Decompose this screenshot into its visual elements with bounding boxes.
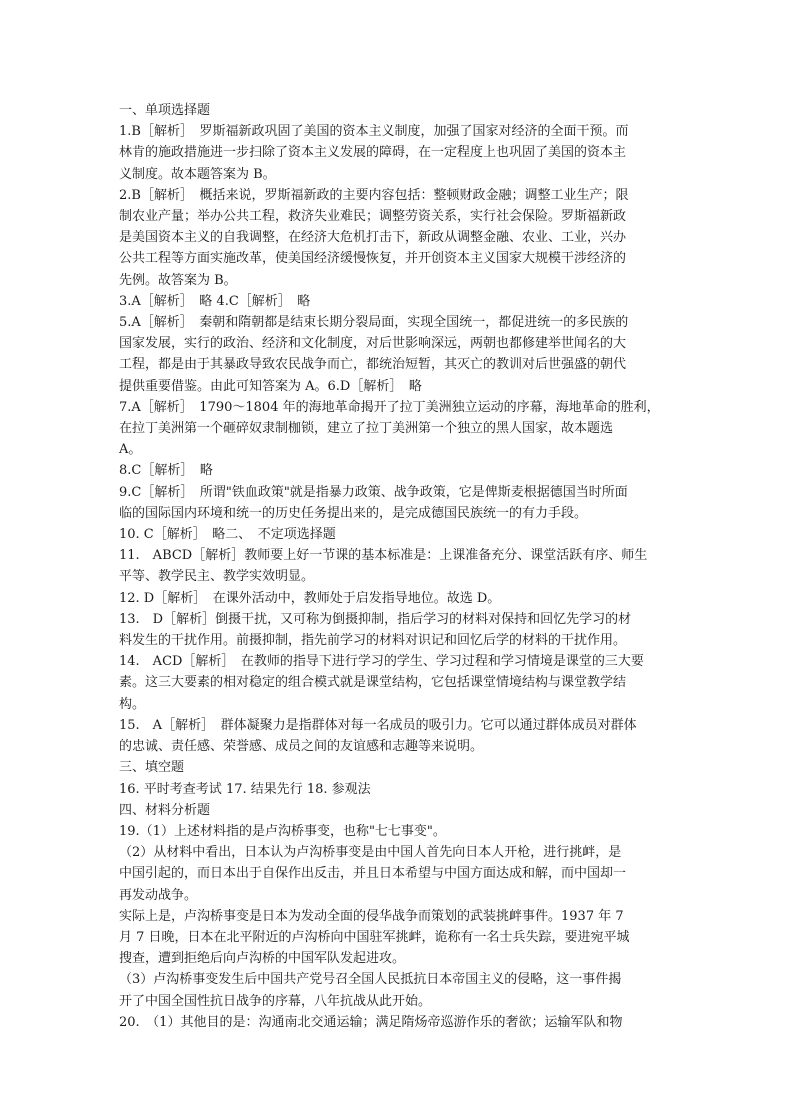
answer-14-line-2: 素。这三大要素的相对稳定的组合模式就是课堂结构，它包括课堂情境结构与课堂教学结 — [119, 675, 627, 691]
answer-1-line-1: 1.B［解析］ 罗斯福新政巩固了美国的资本主义制度，加强了国家对经济的全面干预。而 — [119, 124, 629, 140]
answer-10-and-section-multi-choice: 10. C［解析］ 略二、 不定项选择题 — [119, 527, 336, 543]
answer-19-fact-line-1: 实际上是，卢沟桥事变是日本为发动全面的侵华战争而策划的武装挑衅事件。1937 年 7 — [119, 908, 624, 924]
answer-5-6-line: 提供重要借鉴。由此可知答案为 A。6.D［解析］ 略 — [119, 378, 422, 394]
answer-7-line-1: 7.A［解析］ 1790～1804 年的海地革命揭开了拉丁美洲独立运动的序幕，海地革命的胜利， — [119, 399, 660, 415]
answer-14-line-1: 14. ACD［解析］ 在教师的指导下进行学习的学生、学习过程和学习情境是课堂的三大要 — [119, 654, 644, 670]
answer-19-part-2-line-2: 中国引起的，而日本出于自保作出反击，并且日本希望与中国方面达成和解，而中国却一 — [119, 866, 627, 882]
answer-2-line-2: 制农业产量；举办公共工程，救济失业难民；调整劳资关系，实行社会保险。罗斯福新政 — [119, 209, 627, 225]
answer-19-part-3-line-1: （3）卢沟桥事变发生后中国共产党号召全国人民抵抗日本帝国主义的侵略，这一事件揭 — [119, 972, 622, 988]
answer-20-part-1-line-1: 20. （1）其他目的是：沟通南北交通运输；满足隋炀帝巡游作乐的奢欲；运输军队和物 — [119, 1014, 623, 1030]
answer-11-line-1: 11. ABCD［解析］教师要上好一节课的基本标准是：上课准备充分、课堂活跃有序、师生 — [119, 548, 648, 564]
answer-7-line-2: 在拉丁美洲第一个砸碎奴隶制枷锁，建立了拉丁美洲第一个独立的黑人国家，故本题选 — [119, 421, 614, 437]
answer-16-18-line: 16. 平时考查考试 17. 结果先行 18. 参观法 — [119, 781, 371, 797]
answer-5-line-1: 5.A［解析］ 秦朝和隋朝都是结束长期分裂局面，实现全国统一，都促进统一的多民族的 — [119, 315, 629, 331]
answer-12-line: 12. D［解析］ 在课外活动中，教师处于启发指导地位。故选 D。 — [119, 590, 501, 606]
answer-document — [119, 100, 679, 1033]
answer-13-line-1: 13. D［解析］倒摄干扰，又可称为倒摄抑制，指后学习的材料对保持和回忆先学习的材 — [119, 611, 632, 627]
answer-3-4-line: 3.A［解析］ 略 4.C［解析］ 略 — [119, 293, 311, 309]
answer-5-line-3: 工程，都是由于其暴政导致农民战争而亡，都统治短暂，其灭亡的教训对后世强盛的朝代 — [119, 357, 627, 373]
answer-2-line-1: 2.B［解析］ 概括来说，罗斯福新政的主要内容包括：整顿财政金融；调整工业生产；限 — [119, 187, 629, 203]
answer-19-part-2-line-3: 再发动战争。 — [119, 887, 198, 903]
section-heading-material-analysis: 四、材料分析题 — [119, 802, 211, 818]
section-heading-single-choice: 一、单项选择题 — [119, 103, 211, 118]
answer-19-fact-line-3: 搜查，遭到拒绝后向卢沟桥的中国军队发起进攻。 — [119, 951, 406, 967]
answer-15-line-2: 的忠诚、责任感、荣誉感、成员之间的友谊感和志趣等来说明。 — [119, 739, 484, 755]
answer-2-line-3: 是美国资本主义的自我调整，在经济大危机打击下，新政从调整金融、农业、工业，兴办 — [119, 230, 627, 246]
answer-11-line-2: 平等、教学民主、教学实效明显。 — [119, 569, 315, 585]
answer-5-line-2: 国家发展，实行的政治、经济和文化制度，对后世影响深远，两朝也都修建举世闻名的大 — [119, 336, 627, 352]
section-heading-fill-blank: 三、填空题 — [119, 760, 185, 776]
answer-7-line-3: A。 — [119, 442, 142, 458]
answer-8-line: 8.C［解析］ 略 — [119, 463, 213, 479]
answer-13-line-2: 料发生的干扰作用。前摄抑制，指先前学习的材料对识记和回忆后学的材料的干扰作用。 — [119, 633, 627, 649]
answer-19-part-2-line-1: （2）从材料中看出，日本认为卢沟桥事变是由中国人首先向日本人开枪，进行挑衅，是 — [119, 845, 622, 861]
answer-2-line-5: 先例。故答案为 B。 — [119, 272, 237, 288]
answer-19-part-1: 19.（1）上述材料指的是卢沟桥事变，也称"七七事变"。 — [119, 823, 446, 839]
answer-1-line-3: 义制度。故本题答案为 B。 — [119, 166, 276, 182]
answer-19-fact-line-2: 月 7 日晚，日本在北平附近的卢沟桥向中国驻军挑衅，诡称有一名士兵失踪，要进宛平城 — [119, 929, 630, 945]
answer-9-line-2: 临的国际国内环境和统一的历史任务提出来的，是完成德国民族统一的有力手段。 — [119, 505, 588, 521]
answer-9-line-1: 9.C［解析］ 所谓"铁血政策"就是指暴力政策、战争政策，它是俾斯麦根据德国当时所面 — [119, 484, 628, 500]
answer-19-part-3-line-2: 开了中国全国性抗日战争的序幕，八年抗战从此开始。 — [119, 993, 432, 1009]
answer-1-line-2: 林肯的施政措施进一步扫除了资本主义发展的障碍，在一定程度上也巩固了美国的资本主 — [119, 145, 627, 161]
answer-2-line-4: 公共工程等方面实施改革，使美国经济缓慢恢复，并开创资本主义国家大规模干涉经济的 — [119, 251, 627, 267]
answer-14-line-3: 构。 — [119, 696, 146, 712]
answer-15-line-1: 15. A［解析］ 群体凝聚力是指群体对每一名成员的吸引力。它可以通过群体成员对群体 — [119, 717, 637, 733]
